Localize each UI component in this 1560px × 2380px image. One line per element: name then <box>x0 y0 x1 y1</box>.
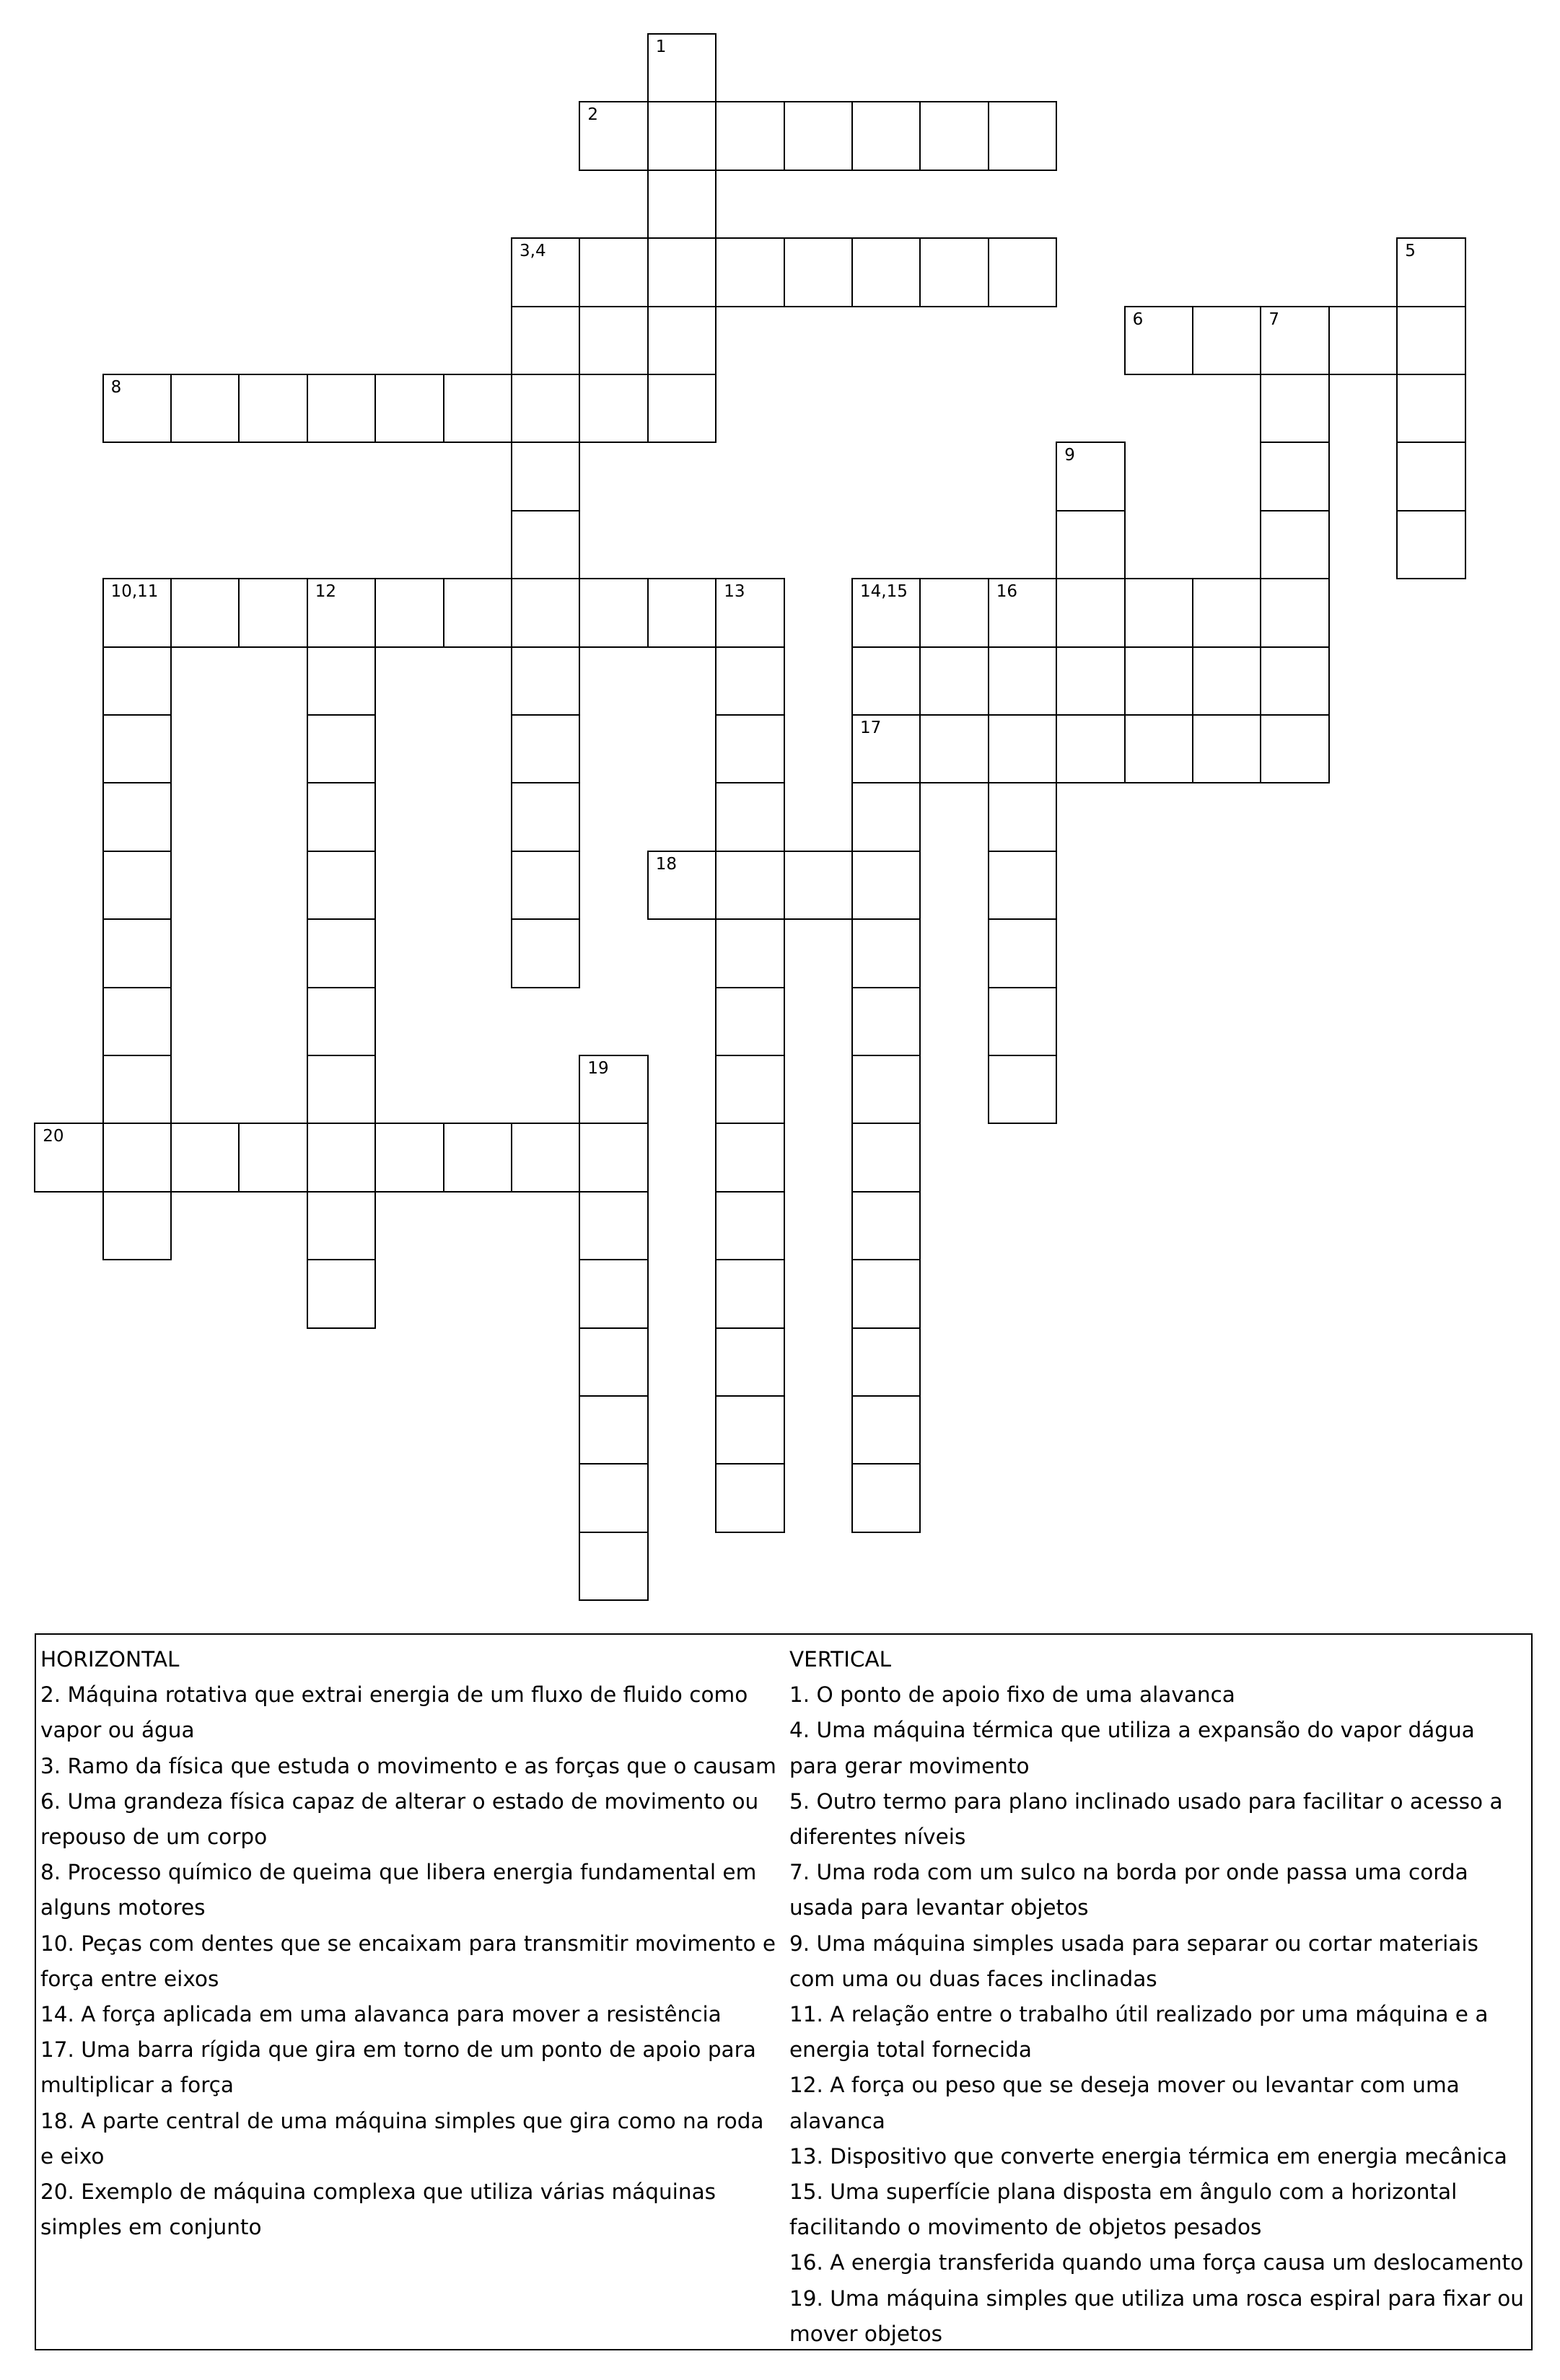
grid-cell[interactable] <box>511 306 580 375</box>
grid-cell[interactable] <box>511 646 580 716</box>
grid-cell[interactable] <box>715 646 784 716</box>
grid-cell[interactable] <box>307 1123 376 1192</box>
grid-cell[interactable] <box>102 1055 172 1124</box>
grid-cell[interactable] <box>1328 306 1398 375</box>
grid-cell[interactable] <box>374 1123 444 1192</box>
grid-cell[interactable] <box>1260 374 1329 443</box>
grid-cell[interactable] <box>851 987 921 1056</box>
grid-cell-16[interactable] <box>988 578 1057 647</box>
clue-horizontal-3: 3. Ramo da física que estuda o movimento e as forças que o causam <box>40 1753 776 1778</box>
grid-cell[interactable] <box>851 1463 921 1532</box>
grid-cell[interactable] <box>1396 510 1465 579</box>
grid-cell[interactable] <box>102 646 172 716</box>
grid-cell[interactable] <box>579 1327 648 1397</box>
grid-cell[interactable] <box>307 782 376 851</box>
grid-cell[interactable] <box>102 1123 172 1192</box>
clue-number: 3,4 <box>520 242 546 261</box>
grid-cell[interactable] <box>1260 714 1329 783</box>
grid-cell[interactable] <box>511 851 580 920</box>
clue-horizontal-8: 8. Processo químico de queima que libera energia fundamental em alguns motores <box>40 1860 757 1920</box>
grid-cell[interactable] <box>1192 578 1261 647</box>
grid-cell[interactable] <box>1056 578 1125 647</box>
clue-vertical-4: 4. Uma máquina térmica que utiliza a expansão do vapor dágua para gerar movimento <box>789 1718 1475 1778</box>
grid-cell[interactable] <box>919 237 989 307</box>
grid-cell[interactable] <box>307 987 376 1056</box>
grid-cell[interactable] <box>919 714 989 783</box>
vertical-heading: VERTICAL <box>789 1647 892 1672</box>
grid-cell[interactable] <box>1124 578 1193 647</box>
clue-number: 19 <box>587 1059 609 1078</box>
grid-cell[interactable] <box>851 237 921 307</box>
grid-cell[interactable] <box>851 1055 921 1124</box>
grid-cell[interactable] <box>1396 374 1465 443</box>
clue-vertical-13: 13. Dispositivo que converte energia térmica em energia mecânica <box>789 2143 1507 2169</box>
grid-cell[interactable] <box>988 101 1057 170</box>
grid-cell-14-15[interactable] <box>851 578 921 647</box>
grid-cell[interactable] <box>579 1463 648 1532</box>
grid-cell[interactable] <box>511 1123 580 1192</box>
grid-cell[interactable] <box>102 918 172 988</box>
grid-cell[interactable] <box>170 1123 240 1192</box>
grid-cell[interactable] <box>443 374 512 443</box>
grid-cell[interactable] <box>307 714 376 783</box>
grid-cell[interactable] <box>715 1055 784 1124</box>
clue-vertical-15: 15. Uma superfície plana disposta em ângulo com a horizontal facilitando o movimento de objetos pesados <box>789 2179 1458 2240</box>
grid-cell[interactable] <box>579 1259 648 1328</box>
grid-cell[interactable] <box>647 306 717 375</box>
grid-cell[interactable] <box>715 1327 784 1397</box>
clues-box <box>35 1633 1533 2350</box>
grid-cell[interactable] <box>919 101 989 170</box>
clue-vertical-11: 11. A relação entre o trabalho útil realizado por uma máquina e a energia total fornecida <box>789 2002 1489 2063</box>
grid-cell[interactable] <box>374 578 444 647</box>
grid-cell[interactable] <box>988 237 1057 307</box>
grid-cell[interactable] <box>443 578 512 647</box>
clue-horizontal-18: 18. A parte central de uma máquina simples que gira como na roda e eixo <box>40 2108 764 2169</box>
grid-cell[interactable] <box>1260 646 1329 716</box>
grid-cell-12[interactable] <box>307 578 376 647</box>
grid-cell[interactable] <box>715 101 784 170</box>
clue-number: 1 <box>655 38 667 56</box>
grid-cell[interactable] <box>170 374 240 443</box>
grid-cell[interactable] <box>307 374 376 443</box>
clue-vertical-19: 19. Uma máquina simples que utiliza uma rosca espiral para fixar ou mover objetos <box>789 2285 1524 2346</box>
horizontal-clues <box>40 1635 784 2245</box>
grid-cell[interactable] <box>1192 714 1261 783</box>
clue-number: 14,15 <box>860 582 908 602</box>
grid-cell[interactable] <box>1192 646 1261 716</box>
grid-cell[interactable] <box>851 1123 921 1192</box>
grid-cell[interactable] <box>1260 578 1329 647</box>
grid-cell[interactable] <box>511 510 580 579</box>
grid-cell-8[interactable] <box>102 374 172 443</box>
clue-number: 17 <box>860 719 882 737</box>
grid-cell[interactable] <box>238 374 307 443</box>
grid-cell[interactable] <box>851 851 921 920</box>
grid-cell[interactable] <box>102 987 172 1056</box>
grid-cell-10-11[interactable] <box>102 578 172 647</box>
clue-number: 2 <box>587 105 599 125</box>
grid-cell[interactable] <box>988 918 1057 988</box>
grid-cell-3-4[interactable] <box>511 237 580 307</box>
grid-cell[interactable] <box>511 442 580 511</box>
grid-cell[interactable] <box>1396 442 1465 511</box>
grid-cell[interactable] <box>511 578 580 647</box>
grid-cell[interactable] <box>715 1259 784 1328</box>
grid-cell-19[interactable] <box>579 1055 648 1124</box>
vertical-clues <box>789 1635 1530 2352</box>
grid-cell[interactable] <box>170 578 240 647</box>
grid-cell-5[interactable] <box>1396 237 1465 307</box>
grid-cell[interactable] <box>102 714 172 783</box>
clue-vertical-5: 5. Outro termo para plano inclinado usado para facilitar o acesso a diferentes níveis <box>789 1788 1503 1850</box>
grid-cell[interactable] <box>1056 510 1125 579</box>
grid-cell[interactable] <box>647 170 717 239</box>
clue-number: 7 <box>1268 309 1280 329</box>
grid-cell[interactable] <box>579 374 648 443</box>
grid-cell[interactable] <box>307 918 376 988</box>
grid-cell[interactable] <box>1056 714 1125 783</box>
grid-cell[interactable] <box>988 714 1057 783</box>
grid-cell[interactable] <box>1192 306 1261 375</box>
clue-number: 16 <box>996 582 1018 602</box>
clue-number: 6 <box>1132 309 1144 329</box>
clue-number: 13 <box>724 582 745 602</box>
grid-cell[interactable] <box>511 782 580 851</box>
clue-vertical-16: 16. A energia transferida quando uma força causa um deslocamento <box>789 2250 1524 2275</box>
grid-cell[interactable] <box>988 1055 1057 1124</box>
grid-cell[interactable] <box>647 374 717 443</box>
grid-cell[interactable] <box>851 782 921 851</box>
grid-cell[interactable] <box>579 1191 648 1260</box>
grid-cell[interactable] <box>102 1191 172 1260</box>
grid-cell[interactable] <box>715 1463 784 1532</box>
grid-cell[interactable] <box>784 101 853 170</box>
clue-vertical-9: 9. Uma máquina simples usada para separar ou cortar materiais com uma ou duas faces inclinadas <box>789 1931 1478 1991</box>
grid-cell[interactable] <box>647 237 717 307</box>
grid-cell[interactable] <box>238 1123 307 1192</box>
grid-cell[interactable] <box>102 782 172 851</box>
clue-horizontal-2: 2. Máquina rotativa que extrai energia de um fluxo de fluido como vapor ou água <box>40 1682 748 1743</box>
grid-cell[interactable] <box>919 646 989 716</box>
grid-cell[interactable] <box>715 782 784 851</box>
grid-cell[interactable] <box>307 1191 376 1260</box>
grid-cell[interactable] <box>1056 646 1125 716</box>
grid-cell[interactable] <box>851 1395 921 1465</box>
grid-cell[interactable] <box>511 714 580 783</box>
grid-cell[interactable] <box>715 1191 784 1260</box>
grid-cell[interactable] <box>851 918 921 988</box>
clue-number: 20 <box>43 1127 64 1146</box>
grid-cell-7[interactable] <box>1260 306 1329 375</box>
grid-cell[interactable] <box>579 1123 648 1192</box>
grid-cell[interactable] <box>307 1259 376 1328</box>
grid-cell[interactable] <box>919 578 989 647</box>
grid-cell-2[interactable] <box>579 101 648 170</box>
grid-cell-20[interactable] <box>34 1123 103 1192</box>
grid-cell-1[interactable] <box>647 33 717 102</box>
grid-cell[interactable] <box>1260 442 1329 511</box>
grid-cell-13[interactable] <box>715 578 784 647</box>
grid-cell[interactable] <box>715 987 784 1056</box>
grid-cell[interactable] <box>715 237 784 307</box>
clue-number: 12 <box>315 582 337 602</box>
grid-cell[interactable] <box>988 851 1057 920</box>
grid-cell[interactable] <box>579 578 648 647</box>
grid-cell[interactable] <box>715 851 784 920</box>
grid-cell[interactable] <box>851 1191 921 1260</box>
grid-cell[interactable] <box>715 1123 784 1192</box>
grid-cell-6[interactable] <box>1124 306 1193 375</box>
horizontal-heading: HORIZONTAL <box>40 1647 180 1672</box>
grid-cell[interactable] <box>988 987 1057 1056</box>
clue-horizontal-20: 20. Exemplo de máquina complexa que utiliza várias máquinas simples em conjunto <box>40 2179 717 2240</box>
grid-cell[interactable] <box>851 101 921 170</box>
clue-horizontal-14: 14. A força aplicada em uma alavanca para mover a resistência <box>40 2002 722 2027</box>
grid-cell[interactable] <box>988 782 1057 851</box>
grid-cell[interactable] <box>988 646 1057 716</box>
grid-cell[interactable] <box>238 578 307 647</box>
grid-cell[interactable] <box>647 578 717 647</box>
clue-vertical-1: 1. O ponto de apoio fixo de uma alavanca <box>789 1682 1235 1708</box>
clue-horizontal-6: 6. Uma grandeza física capaz de alterar o estado de movimento ou repouso de um corpo <box>40 1788 759 1850</box>
clue-horizontal-17: 17. Uma barra rígida que gira em torno de um ponto de apoio para multiplicar a força <box>40 2037 756 2098</box>
grid-cell[interactable] <box>715 918 784 988</box>
grid-cell[interactable] <box>102 851 172 920</box>
grid-cell[interactable] <box>1396 306 1465 375</box>
grid-cell[interactable] <box>715 1395 784 1465</box>
grid-cell[interactable] <box>647 101 717 170</box>
clue-number: 10,11 <box>110 582 159 602</box>
grid-cell[interactable] <box>784 237 853 307</box>
grid-cell[interactable] <box>579 237 648 307</box>
grid-cell-17[interactable] <box>851 714 921 783</box>
grid-cell[interactable] <box>307 851 376 920</box>
grid-cell[interactable] <box>851 1327 921 1397</box>
grid-cell[interactable] <box>851 1259 921 1328</box>
clue-number: 5 <box>1405 242 1416 261</box>
grid-cell[interactable] <box>511 918 580 988</box>
clue-vertical-12: 12. A força ou peso que se deseja mover ou levantar com uma alavanca <box>789 2073 1460 2133</box>
grid-cell[interactable] <box>579 306 648 375</box>
grid-cell[interactable] <box>374 374 444 443</box>
grid-cell-9[interactable] <box>1056 442 1125 511</box>
grid-cell[interactable] <box>579 1532 648 1601</box>
grid-cell[interactable] <box>511 374 580 443</box>
grid-cell[interactable] <box>443 1123 512 1192</box>
grid-cell[interactable] <box>307 1055 376 1124</box>
clue-number: 9 <box>1064 446 1075 465</box>
grid-cell-18[interactable] <box>647 851 717 920</box>
clue-vertical-7: 7. Uma roda com um sulco na borda por onde passa uma corda usada para levantar objetos <box>789 1860 1468 1920</box>
grid-cell[interactable] <box>307 646 376 716</box>
clue-number: 18 <box>655 854 678 874</box>
clue-number: 8 <box>110 378 122 397</box>
grid-cell[interactable] <box>579 1395 648 1465</box>
grid-cell[interactable] <box>784 851 853 920</box>
grid-cell[interactable] <box>1124 714 1193 783</box>
grid-cell[interactable] <box>851 646 921 716</box>
grid-cell[interactable] <box>715 714 784 783</box>
grid-cell[interactable] <box>1124 646 1193 716</box>
grid-cell[interactable] <box>1260 510 1329 579</box>
clue-horizontal-10: 10. Peças com dentes que se encaixam para transmitir movimento e força entre eixos <box>40 1931 776 1991</box>
